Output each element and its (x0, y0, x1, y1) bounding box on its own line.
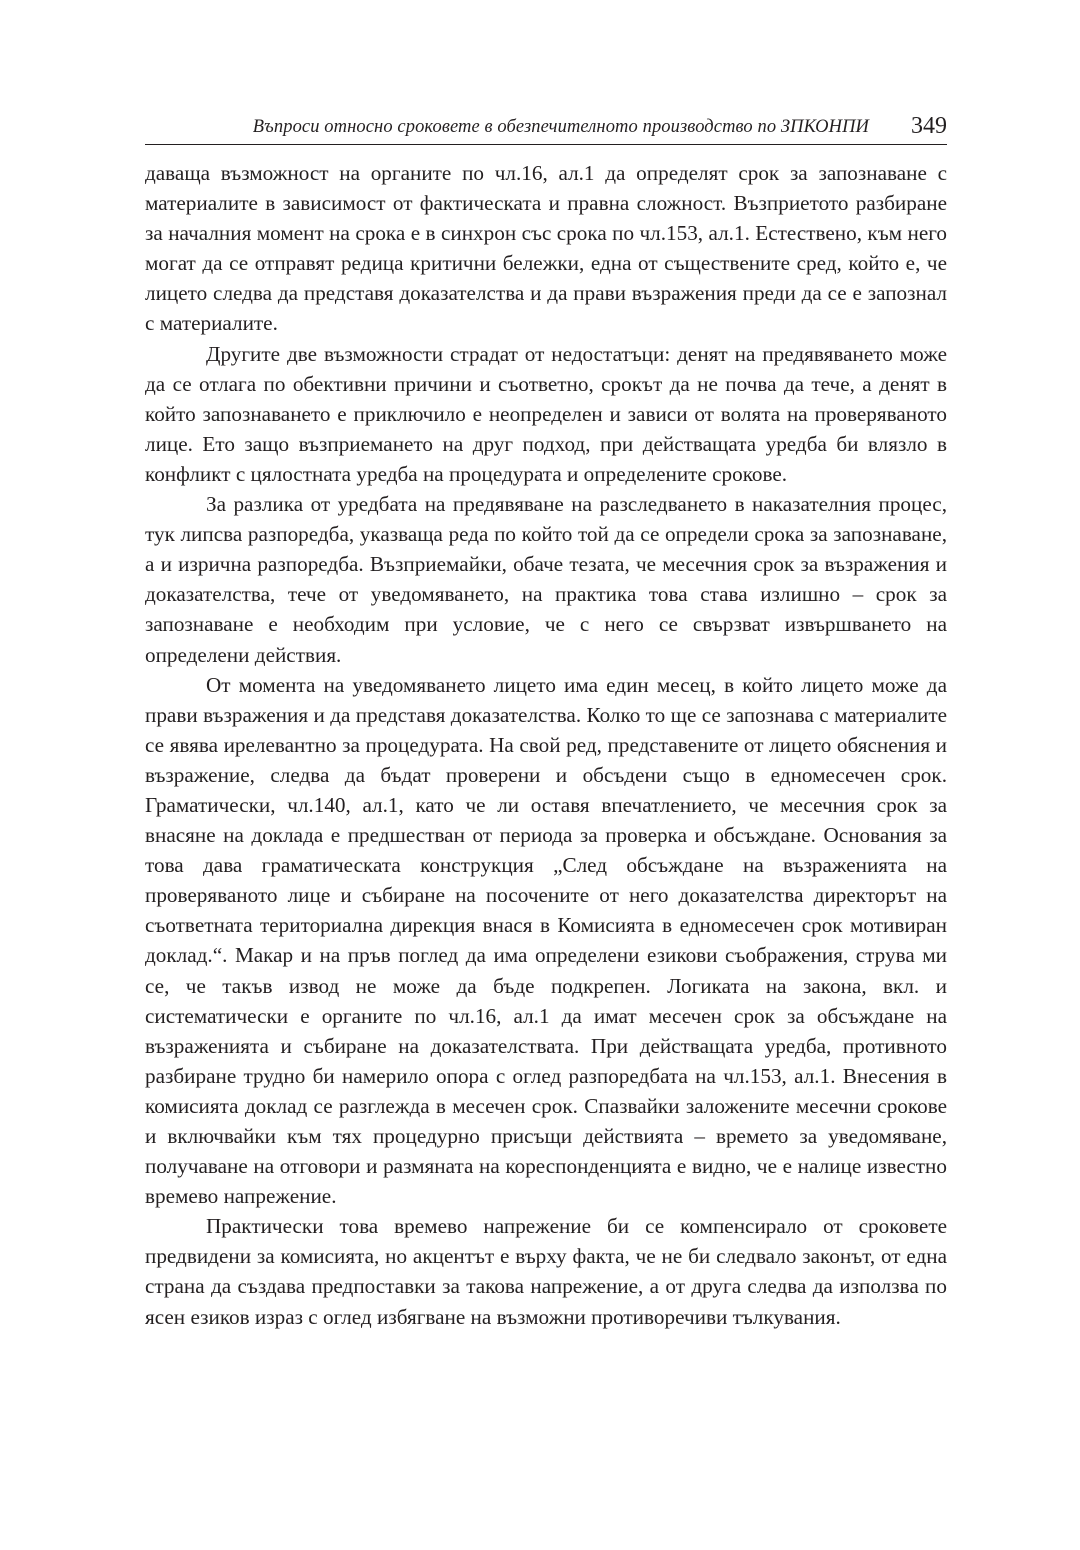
paragraph: Практически това времево напрежение би се компенсирало от сроковете предвидени за комисията, но акцентът е върху факта, че не би следвало законът, от една страна да създава предпоставки за такова напрежение, а от друга следва да използва по ясен езиков израз с оглед избягване на възможни противоречиви тълкувания. (145, 1214, 947, 1329)
running-title: Въпроси относно сроковете в обезпечителното производство по ЗПКОНПИ (252, 117, 869, 137)
running-header (145, 108, 947, 145)
book-page (145, 108, 947, 1332)
body-text (145, 158, 947, 1332)
page-number: 349 (911, 113, 947, 139)
paragraph: Другите две възможности страдат от недостатъци: денят на предявяването може да се отлага по обективни причини и съответно, срокът да не почва да тече, а денят в който запознаването е приключило е неопределен и зависи от волята на проверяваното лице. Ето защо възприемането на друг подход, при действащата уредба би влязло в конфликт с цялостната уредба на процедурата и определените срокове. (145, 341, 947, 486)
paragraph-continued: даваща възможност на органите по чл.16, ал.1 да определят срок за запознаване с материалите в зависимост от фактическата и правна сложност. Възприетото разбиране за началния момент на срока е в синхрон със срока по чл.153, ал.1. Естествено, към него могат да се отправят редица критични бележки, една от съществените сред, който е, че лицето следва да представя доказателства и да прави възражения преди да се е запознал с материалите. (145, 161, 947, 336)
paragraph: За разлика от уредбата на предявяване на разследването в наказателния процес, тук липсва разпоредба, указваща реда по който той да се определи срока за запознаване, а и изрична разпоредба. Възприемайки, обаче тезата, че месечния срок за възражения и доказателства, тече от уведомяването, на практика това става излишно – срок за запознаване е необходим при условие, че с него се свързват извършването на определени действия. (145, 492, 947, 667)
paragraph: От момента на уведомяването лицето има един месец, в който лицето може да прави възражения и да представя доказателства. Колко то ще се запознава с материалите се явява ирелевантно за процедурата. На свой ред, представените от лицето обяснения и възражение, следва да бъдат проверени и обсъдени също в едномесечен срок. Граматически, чл.140, ал.1, като че ли оставя впечатлението, че месечния срок за внасяне на доклада е предшестван от периода за проверка и обсъждане. Основания за това дава граматическата конструкция „След обсъждане на възраженията на проверяваното лице и събиране на посочените от него доказателства директорът на съответната териториална дирекция внася в Комисията в едномесечен срок мотивиран доклад.“. Макар и на пръв поглед да има определени езикови съображения, струва ми се, че такъв извод не може да бъде подкрепен. Логиката на закона, вкл. и систематически е органите по чл.16, ал.1 да имат месечен срок за обсъждане на възраженията и събиране на доказателствата. При действащата уредба, противното разбиране трудно би намерило опора с оглед разпоредбата на чл.153, ал.1. Внесения в комисията доклад се разглежда в месечен срок. Спазвайки заложените месечни срокове и включвайки към тях процедурно присъщи действията – времето за уведомяване, получаване на отговори и размяната на кореспонденцията е видно, че е налице известно времево напрежение. (145, 672, 947, 1209)
